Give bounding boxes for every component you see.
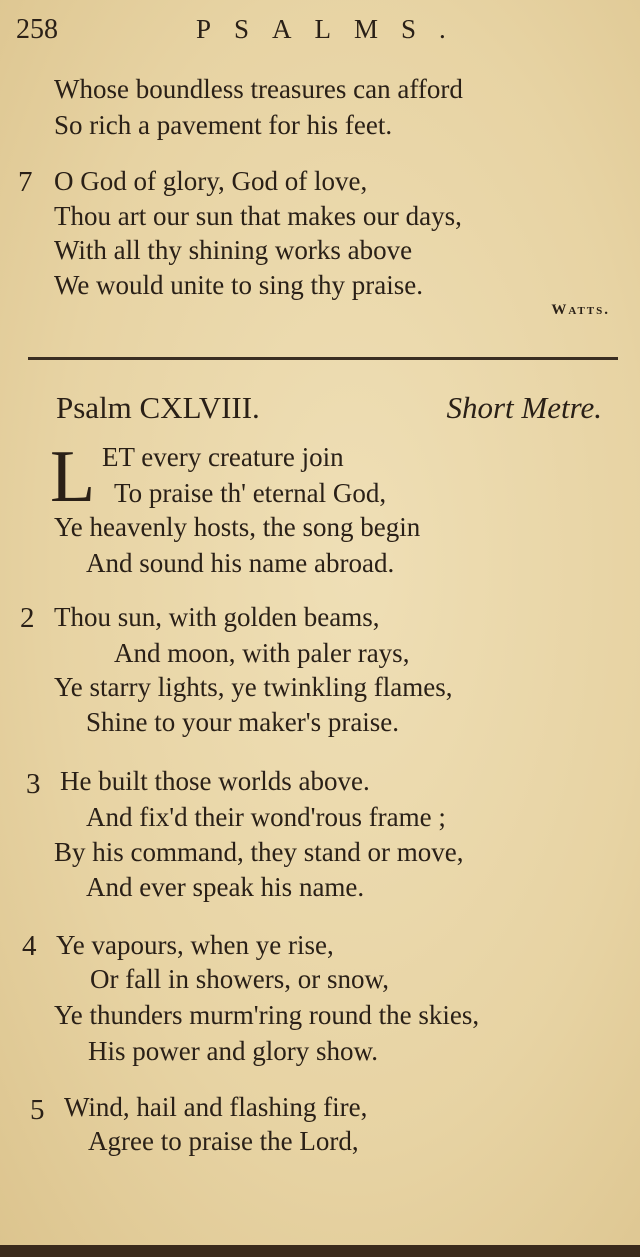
verse-number: 7 xyxy=(18,166,33,198)
verse-line: We would unite to sing thy praise. xyxy=(54,270,424,300)
verse-line: His power and glory show. xyxy=(88,1036,378,1066)
verse-line: And ever speak his name. xyxy=(86,872,365,902)
verse-line: He built those worlds above. xyxy=(60,766,370,796)
verse-line: Whose boundless treasures can afford xyxy=(54,74,463,104)
verse-number: 3 xyxy=(26,768,41,800)
verse-line: So rich a pavement for his feet. xyxy=(54,110,393,140)
verse-line: To praise th' eternal God, xyxy=(114,478,387,508)
author-attribution: Watts. xyxy=(551,302,610,318)
verse-number: 2 xyxy=(20,602,35,634)
verse-line: Thou art our sun that makes our days, xyxy=(54,201,462,231)
page-number: 258 xyxy=(16,14,58,45)
verse-line: And sound his name abroad. xyxy=(86,548,395,578)
verse-line: Or fall in showers, or snow, xyxy=(90,964,389,994)
verse-line: ET every creature join xyxy=(102,442,344,472)
verse-number: 5 xyxy=(30,1094,45,1126)
verse-line: Ye thunders murm'ring round the skies, xyxy=(54,1000,480,1030)
verse-line: Shine to your maker's praise. xyxy=(86,707,400,737)
verse-line: By his command, they stand or move, xyxy=(54,837,464,867)
verse-line: With all thy shining works above xyxy=(54,235,413,265)
verse-line: O God of glory, God of love, xyxy=(54,166,368,196)
page-bottom-edge xyxy=(0,1245,640,1257)
verse-line: And fix'd their wond'rous frame ; xyxy=(86,802,446,832)
verse-line: Ye vapours, when ye rise, xyxy=(56,930,334,960)
verse-line: Wind, hail and flashing fire, xyxy=(64,1092,368,1122)
psalm-title: Psalm CXLVIII. xyxy=(56,390,260,425)
verse-line: Agree to praise the Lord, xyxy=(88,1126,359,1156)
psalm-metre: Short Metre. xyxy=(446,390,602,425)
verse-number: 4 xyxy=(22,930,37,962)
running-head: PSALMS. xyxy=(196,14,469,44)
verse-line: Thou sun, with golden beams, xyxy=(54,602,380,632)
section-divider xyxy=(28,357,618,360)
verse-line: Ye heavenly hosts, the song begin xyxy=(54,512,421,542)
verse-line: And moon, with paler rays, xyxy=(114,638,410,668)
drop-cap: L xyxy=(50,436,96,518)
verse-line: Ye starry lights, ye twinkling flames, xyxy=(54,672,453,702)
